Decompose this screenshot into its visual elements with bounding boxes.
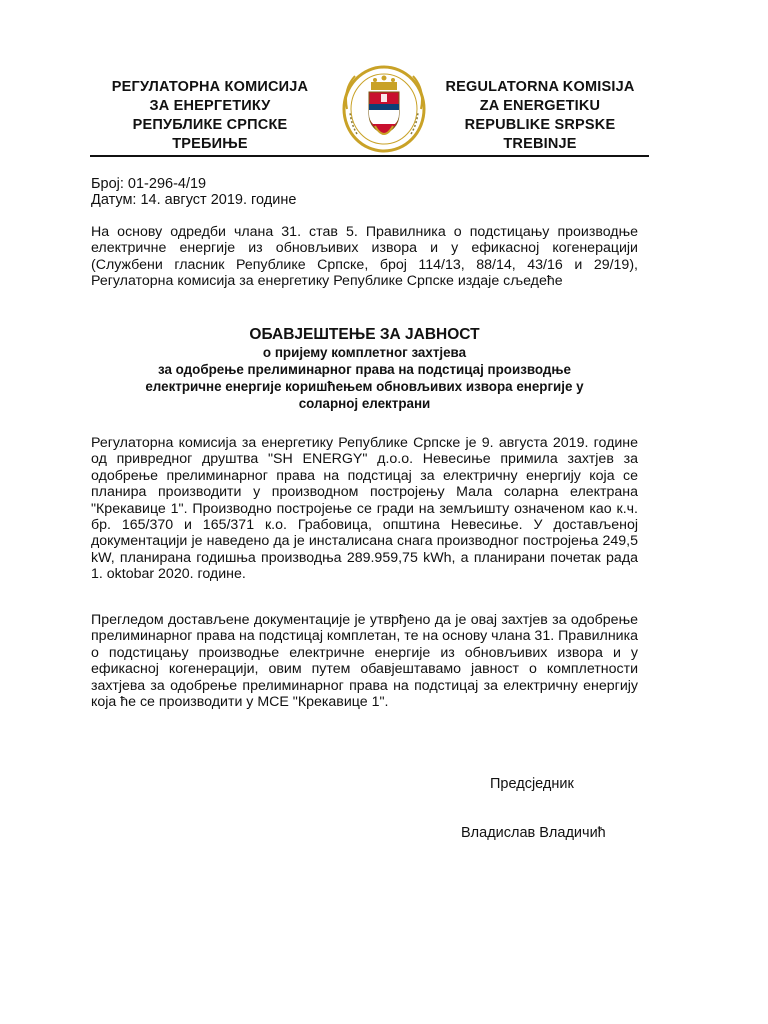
signature-name: Владислав Владичић xyxy=(461,825,606,841)
notice-subtitle-line: електричне енергије коришћењем обновљивих извора енергије у xyxy=(145,379,584,394)
notice-title xyxy=(91,326,638,412)
document-date: Датум: 14. август 2019. године xyxy=(91,192,297,208)
header-left-line: РЕГУЛАТОРНА КОМИСИЈА xyxy=(111,79,309,95)
notice-subtitle-line: за одобрење прелиминарног права на подстицај производње xyxy=(157,362,571,377)
document-number: Број: 01-296-4/19 xyxy=(91,176,207,192)
header-right-line: REPUBLIKE SRPSKE xyxy=(464,117,616,133)
header-right-line: REGULATORNA KOMISIJA xyxy=(445,79,635,95)
header-left-cyrillic xyxy=(90,78,330,154)
body-paragraph-1: Регулаторна комисија за енергетику Републике Српске је 9. августа 2019. године од привредног друштва "SH ENERGY" д.о.о. Невесиње примила захтјев за одобрење прелиминарног права на подстицај за електричну енергију која се планира производити у производном постројењу Мала соларна електрана "Крекавице 1". Производно постројење се гради на земљишту означеном као к.ч. бр. 165/370 и 165/371 к.о. Грабовица, општина Невесиње. У достављеној документацији је наведено да је инсталисана снага производног постројења 249,5 kW, планирана годишња производња 289.959,75 kWh, а планирани почетак рада 1. oktobar 2020. године. xyxy=(91,435,638,583)
header-left-line: ТРЕБИЊЕ xyxy=(172,136,248,152)
header-divider xyxy=(90,155,649,157)
header-right-latin xyxy=(420,78,660,154)
signature-title: Предсједник xyxy=(490,776,574,792)
body-paragraph-2: Прегледом достављене документације је утврђено да је овај захтјев за одобрење прелиминарног права на подстицај комплетан, те на основу члана 31. Правилника о подстицању производње електричне енергије из обновљивих извора и у ефикасној когенерацији, овим путем обавјештавамо јавност о комплетности захтјева за одобрење прелиминарног права на подстицај за електричну енергију која ће се производити у МСЕ "Крекавице 1". xyxy=(91,612,638,711)
notice-title-main: ОБАВЈЕШТЕЊЕ ЗА ЈАВНОСТ xyxy=(249,326,480,343)
intro-paragraph: На основу одредби члана 31. став 5. Правилника о подстицању производње електричне енергије из обновљивих извора и у ефикасној когенерацији (Службени гласник Републике Српске, број 114/13, 88/14, 43/16 и 29/19), Регулаторна комисија за енергетику Републике Српске издаје сљедеће xyxy=(91,224,638,290)
coat-of-arms-icon xyxy=(337,64,431,154)
notice-subtitle-line: соларној електрани xyxy=(298,396,431,411)
notice-subtitle-line: о пријему комплетног захтјева xyxy=(262,345,467,360)
header-right-line: TREBINJE xyxy=(503,136,577,152)
header-right-line: ZA ENERGETIKU xyxy=(479,98,601,114)
header-left-line: РЕПУБЛИКЕ СРПСКЕ xyxy=(132,117,288,133)
header-left-line: ЗА ЕНЕРГЕТИКУ xyxy=(149,98,271,114)
